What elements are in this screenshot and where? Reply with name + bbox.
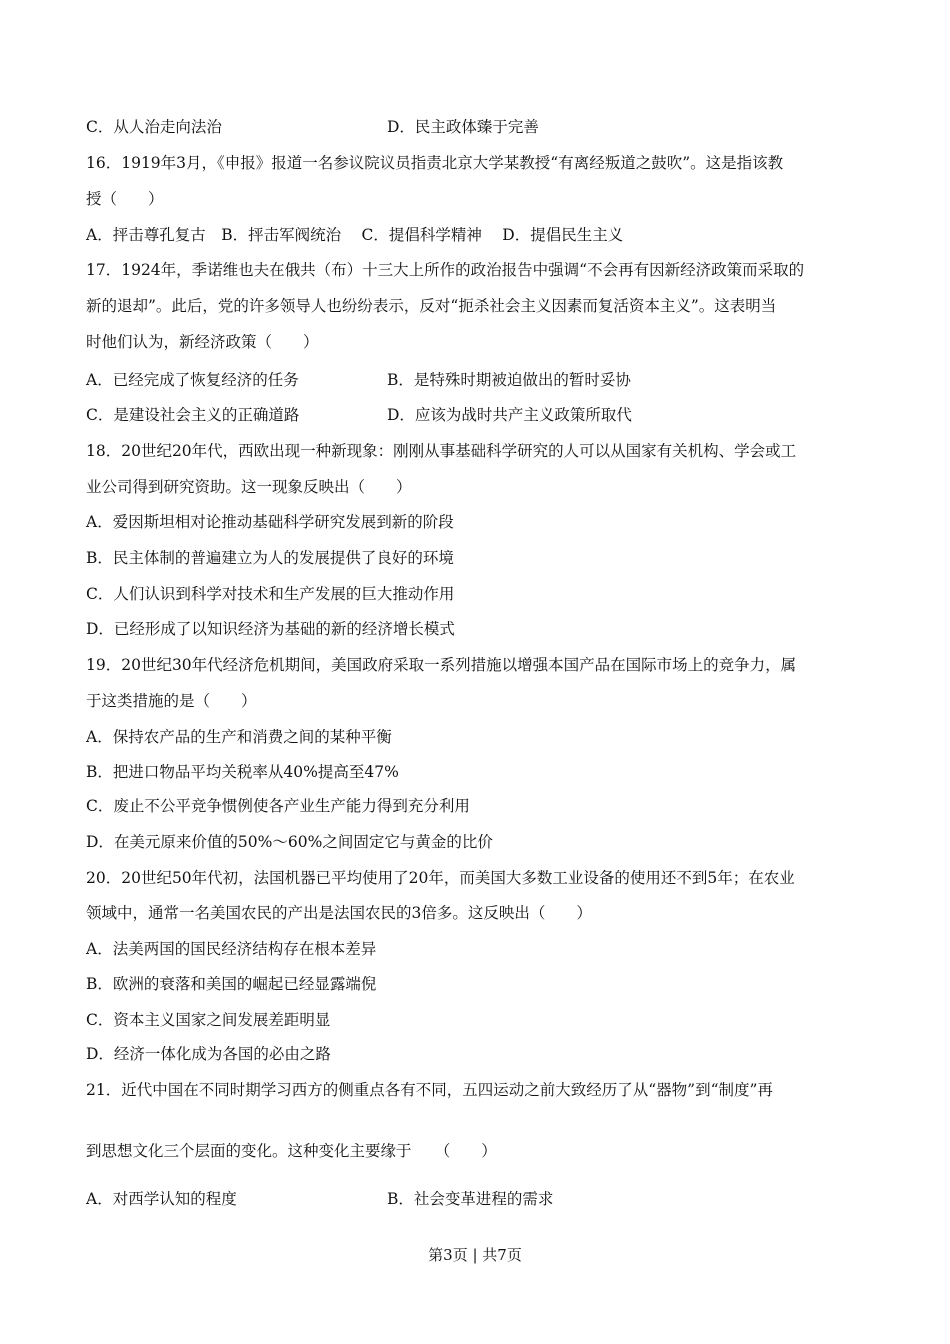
q17-option-a: A．已经完成了恢复经济的任务	[86, 371, 299, 389]
q20-option-b: B．欧洲的衰落和美国的崛起已经显露端倪	[86, 975, 377, 993]
q15-option-c: C．从人治走向法治	[86, 118, 222, 136]
q17-option-b: B．是特殊时期被迫做出的暂时妥协	[387, 371, 631, 389]
q19-option-c: C．废止不公平竞争惯例使各产业生产能力得到充分利用	[86, 797, 470, 815]
q16-options: A．抨击尊孔复古 B．抨击军阀统治 C．提倡科学精神 D．提倡民生主义	[86, 226, 624, 244]
q20-option-c: C．资本主义国家之间发展差距明显	[86, 1011, 331, 1029]
q17-stem: 时他们认为，新经济政策（ ）	[86, 333, 319, 351]
q17-stem: 17．1924年，季诺维也夫在俄共（布）十三大上所作的政治报告中强调“不会再有因新经济政策而采取的	[86, 261, 805, 279]
q17-option-d: D．应该为战时共产主义政策所取代	[387, 406, 632, 424]
q18-option-d: D．已经形成了以知识经济为基础的新的经济增长模式	[86, 620, 455, 638]
q18-option-b: B．民主体制的普遍建立为人的发展提供了良好的环境	[86, 549, 454, 567]
q15-option-d: D．民主政体臻于完善	[387, 118, 539, 136]
q19-option-d: D．在美元原来价值的50%～60%之间固定它与黄金的比价	[86, 833, 493, 851]
q20-option-a: A．法美两国的国民经济结构存在根本差异	[86, 940, 377, 958]
q21-stem: 21．近代中国在不同时期学习西方的侧重点各有不同，五四运动之前大致经历了从“器物”到“制度”再	[86, 1081, 773, 1099]
q20-stem: 领域中，通常一名美国农民的产出是法国农民的3倍多。这反映出（ ）	[86, 904, 592, 922]
q16-stem: 16．1919年3月，《申报》报道一名参议院议员指责北京大学某教授“有离经叛道之鼓吹”。这是指该教	[86, 154, 784, 172]
q19-option-b: B．把进口物品平均关税率从40%提高至47%	[86, 763, 399, 781]
q20-stem: 20．20世纪50年代初，法国机器已平均使用了20年，而美国大多数工业设备的使用还不到5年；在农业	[86, 869, 795, 887]
q21-stem: 到思想文化三个层面的变化。这种变化主要缘于 （ ）	[86, 1142, 497, 1160]
q17-stem: 新的退却”。此后，党的许多领导人也纷纷表示，反对“扼杀社会主义因素而复活资本主义”。这表明当	[86, 297, 777, 315]
q19-stem: 19．20世纪30年代经济危机期间，美国政府采取一系列措施以增强本国产品在国际市场上的竞争力，属	[86, 656, 797, 674]
q21-option-a: A．对西学认知的程度	[86, 1190, 237, 1208]
q19-stem: 于这类措施的是（ ）	[86, 692, 257, 710]
q19-option-a: A．保持农产品的生产和消费之间的某种平衡	[86, 728, 392, 746]
q18-option-c: C．人们认识到科学对技术和生产发展的巨大推动作用	[86, 585, 455, 603]
q18-stem: 业公司得到研究资助。这一现象反映出（ ）	[86, 478, 412, 496]
q21-option-b: B．社会变革进程的需求	[387, 1190, 554, 1208]
page-footer: 第3页 | 共7页	[428, 1246, 522, 1264]
q20-option-d: D．经济一体化成为各国的必由之路	[86, 1045, 331, 1063]
q16-stem: 授（ ）	[86, 190, 164, 208]
q17-option-c: C．是建设社会主义的正确道路	[86, 406, 300, 424]
q18-stem: 18．20世纪20年代，西欧出现一种新现象：刚刚从事基础科学研究的人可以从国家有关机构、学会或工	[86, 442, 797, 460]
q18-option-a: A．爱因斯坦相对论推动基础科学研究发展到新的阶段	[86, 513, 454, 531]
